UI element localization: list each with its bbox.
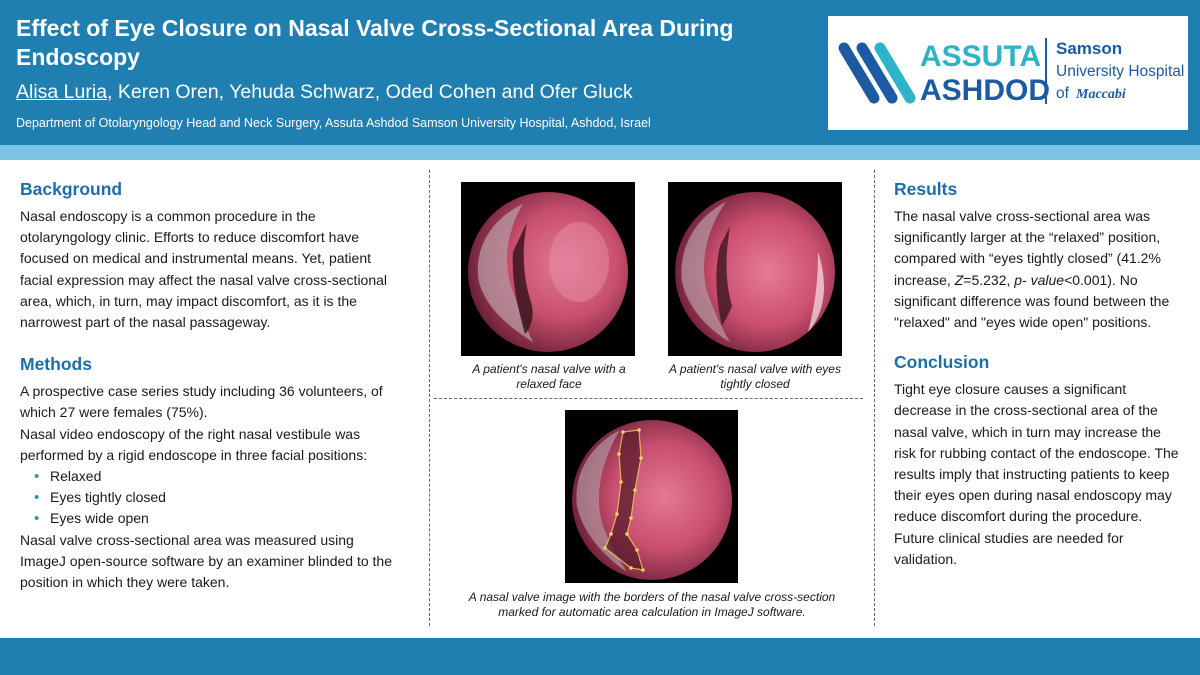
logo-line1: ASSUTA (920, 40, 1042, 73)
caption-closed: A patient's nasal valve with eyes tightly closed (669, 362, 841, 391)
logo-of: of (1056, 85, 1069, 102)
divider-middle (434, 398, 863, 399)
list-item: • Eyes tightly closed (20, 487, 392, 508)
endoscopy-image-closed (668, 182, 842, 356)
conclusion-text: Tight eye closure causes a significant decrease in the cross-sectional area of the nasal valve, which in turn may increase the risk for rubbing contact of the endoscope. The results imply that instructing patients to keep their eyes open during nasal endoscopy may reduce discomfort during the procedure. Future clinical studies are needed for validation. (894, 381, 1179, 567)
methods-title: Methods (20, 354, 92, 375)
p-value-label: p- value (1014, 271, 1065, 288)
methods-text-2: Nasal video endoscopy of the right nasal vestibule was performed by a rigid endoscope in three facial positions: (20, 425, 368, 463)
logo-line2: ASHDOD (920, 74, 1051, 107)
endoscopy-image-imagej (565, 410, 738, 583)
positions-list (20, 466, 392, 530)
poster-header (0, 0, 1200, 145)
endoscopy-image-relaxed (461, 182, 635, 356)
background-title: Background (20, 179, 123, 199)
caption-imagej: A nasal valve image with the borders of the nasal valve cross-section marked for automatic area calculation in ImageJ software. (468, 590, 836, 619)
affiliation: Department of Otolaryngology Head and Neck Surgery, Assuta Ashdod Samson University Hospital, Ashdod, Israel (16, 116, 651, 130)
right-column (894, 178, 1184, 570)
divider-left (429, 170, 430, 626)
logo-university: University Hospital (1056, 63, 1185, 80)
poster-title: Effect of Eye Closure on Nasal Valve Cross-Sectional Area During Endoscopy (16, 15, 734, 70)
conclusion-title: Conclusion (894, 352, 990, 373)
caption-relaxed: A patient's nasal valve with a relaxed face (472, 362, 626, 391)
divider-right (874, 170, 875, 626)
logo-samson: Samson (1056, 39, 1123, 58)
assuta-logo-icon (828, 16, 1188, 130)
presenter-name: Alisa Luria (16, 81, 108, 103)
background-text: Nasal endoscopy is a common procedure in the otolaryngology clinic. Efforts to reduce discomfort have focused on medical and instrumental means. Yet, patient facial expression may affect the nasal valve cross-sectional area, which, in turn, may impact discomfort, as it is the narrowest part of the nasal passageway. (20, 208, 388, 331)
poster-footer (0, 638, 1200, 675)
coauthor-names: , Keren Oren, Yehuda Schwarz, Oded Cohen and Ofer Gluck (107, 81, 633, 103)
hospital-logo (828, 16, 1188, 130)
methods-text-3: Nasal valve cross-sectional area was measured using ImageJ open-source software by an examiner blinded to the position in which they were taken. (20, 531, 392, 591)
results-text: The nasal valve cross-sectional area was significantly larger at the “relaxed” position, compared with “eyes tightly closed” (41.2% increase, Z=5.232, p- value<0.001). No significant difference was found between the "relaxed" and "eyes wide open" positions. (894, 208, 1170, 331)
list-item: • Eyes wide open (20, 508, 392, 529)
z-statistic-label: Z (954, 271, 964, 288)
logo-maccabi: Maccabi (1076, 87, 1126, 102)
methods-text-1: A prospective case series study including 36 volunteers, of which 27 were females (75%). (20, 383, 383, 421)
header-stripe (0, 145, 1200, 160)
list-item: • Relaxed (20, 466, 392, 487)
author-list (16, 81, 633, 104)
assuta-stripes-icon (844, 48, 910, 98)
results-title: Results (894, 179, 958, 199)
left-column (20, 178, 392, 593)
